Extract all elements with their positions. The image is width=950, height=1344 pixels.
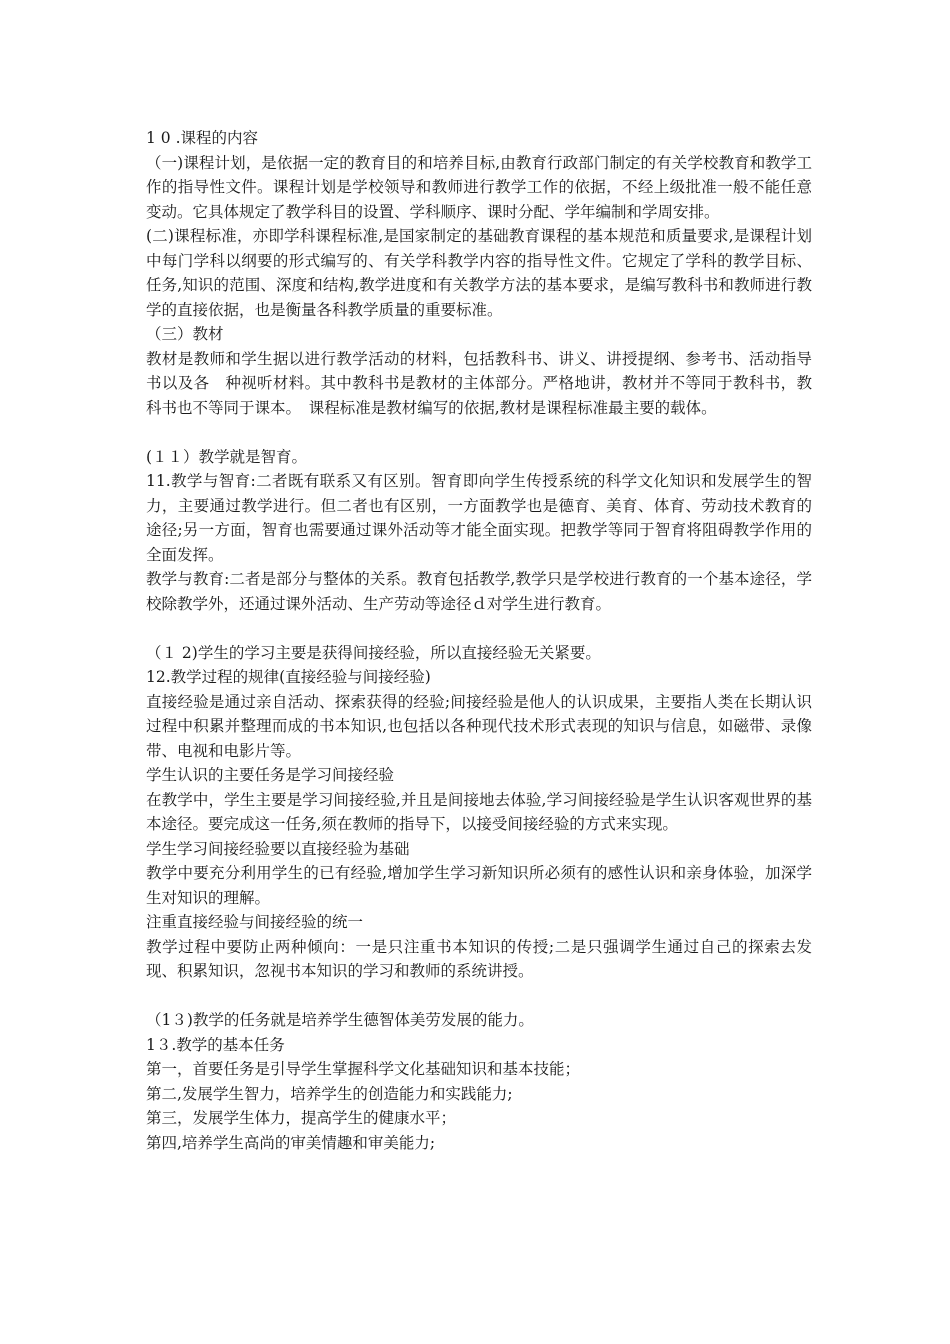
paragraph-teaching-and-education: 教学与教育:二者是部分与整体的关系。教育包括教学,教学只是学校进行教育的一个基本途径，学校除教学外，还通过课外活动、生产劳动等途径ｄ对学生进行教育。 — [146, 570, 812, 613]
paragraph-unity: 教学过程中要防止两种倾向：一是只注重书本知识的传授;二是只强调学生通过自己的探索去发现、积累知识，忽视书本知识的学习和教师的系统讲授。 — [146, 937, 812, 980]
subheading-basis: 学生学习间接经验要以直接经验为基础 — [146, 839, 410, 858]
blank-line — [146, 616, 812, 641]
task-fourth: 第四,培养学生高尚的审美情趣和审美能力; — [146, 1133, 436, 1152]
paragraph-teaching-and-intellectual-education: 11.教学与智育:二者既有联系又有区别。智育即向学生传授系统的科学文化知识和发展学生的智力，主要通过教学进行。但二者也有区别，一方面教学也是德育、美育、体育、劳动技术教育的途径;另一方面，智育也需要通过课外活动等才能全面实现。把教学等同于智育将阻碍教学作用的全面发挥。 — [146, 472, 812, 564]
section-heading-teaching-process-law: 12.教学过程的规律(直接经验与间接经验) — [146, 668, 431, 686]
question-11: (１１）教学就是智育。 — [146, 447, 308, 466]
blank-line — [146, 420, 812, 445]
paragraph-main-task: 在教学中，学生主要是学习间接经验,并且是间接地去体验,学习间接经验是学生认识客观世界的基本途径。要完成这一任务,须在教师的指导下，以接受间接经验的方式来实现。 — [146, 790, 812, 833]
task-first: 第一，首要任务是引导学生掌握科学文化基础知识和基本技能； — [146, 1060, 581, 1078]
question-12: （１ 2)学生的学习主要是获得间接经验，所以直接经验无关紧要。 — [146, 643, 601, 662]
subheading-unity: 注重直接经验与间接经验的统一 — [146, 913, 364, 931]
task-third: 第三，发展学生体力，提高学生的健康水平； — [146, 1109, 457, 1127]
paragraph-curriculum-standard: (二)课程标准，亦即学科课程标准,是国家制定的基础教育课程的基本规范和质量要求,是课程计划中每门学科以纲要的形式编写的、有关学科教学内容的指导性文件。它规定了学科的教学目标、任务,知识的范围、深度和结构,教学进度和有关教学方法的基本要求，是编写教科书和教师进行教学的直接依据，也是衡量各科教学质量的重要标准。 — [146, 227, 812, 319]
paragraph-teaching-materials: 教材是教师和学生据以进行教学活动的材料，包括教科书、讲义、讲授提纲、参考书、活动指导书以及各 种视听材料。其中教科书是教材的主体部分。严格地讲，教材并不等同于教科书，教科书也不等同于课本。 课程标准是教材编写的依据,教材是课程标准最主要的载体。 — [146, 349, 812, 417]
subheading-main-task: 学生认识的主要任务是学习间接经验 — [146, 766, 395, 784]
question-13: （1３)教学的任务就是培养学生德智体美劳发展的能力。 — [146, 1011, 534, 1029]
document-body — [146, 126, 812, 1155]
blank-line — [146, 984, 812, 1009]
section-heading-basic-tasks: 1３.教学的基本任务 — [146, 1035, 285, 1054]
paragraph-basis: 教学中要充分利用学生的已有经验,增加学生学习新知识所必须有的感性认识和亲身体验，加深学生对知识的理解。 — [146, 864, 812, 907]
section-heading-course-content: 1 0 .课程的内容 — [146, 129, 259, 147]
paragraph-course-plan: （一)课程计划，是依据一定的教育目的和培养目标,由教育行政部门制定的有关学校教育和教学工作的指导性文件。课程计划是学校领导和教师进行教学工作的依据，不经上级批准一般不能任意变动。它具体规定了教学科目的设置、学科顺序、课时分配、学年编制和学周安排。 — [146, 153, 812, 221]
task-second: 第二,发展学生智力，培养学生的创造能力和实践能力; — [146, 1084, 513, 1103]
subheading-teaching-materials: （三）教材 — [146, 325, 224, 343]
paragraph-direct-indirect-experience: 直接经验是通过亲自活动、探索获得的经验;间接经验是他人的认识成果，主要指人类在长期认识过程中积累并整理而成的书本知识,也包括以各种现代技术形式表现的知识与信息，如磁带、录像带、电视和电影片等。 — [146, 692, 812, 760]
